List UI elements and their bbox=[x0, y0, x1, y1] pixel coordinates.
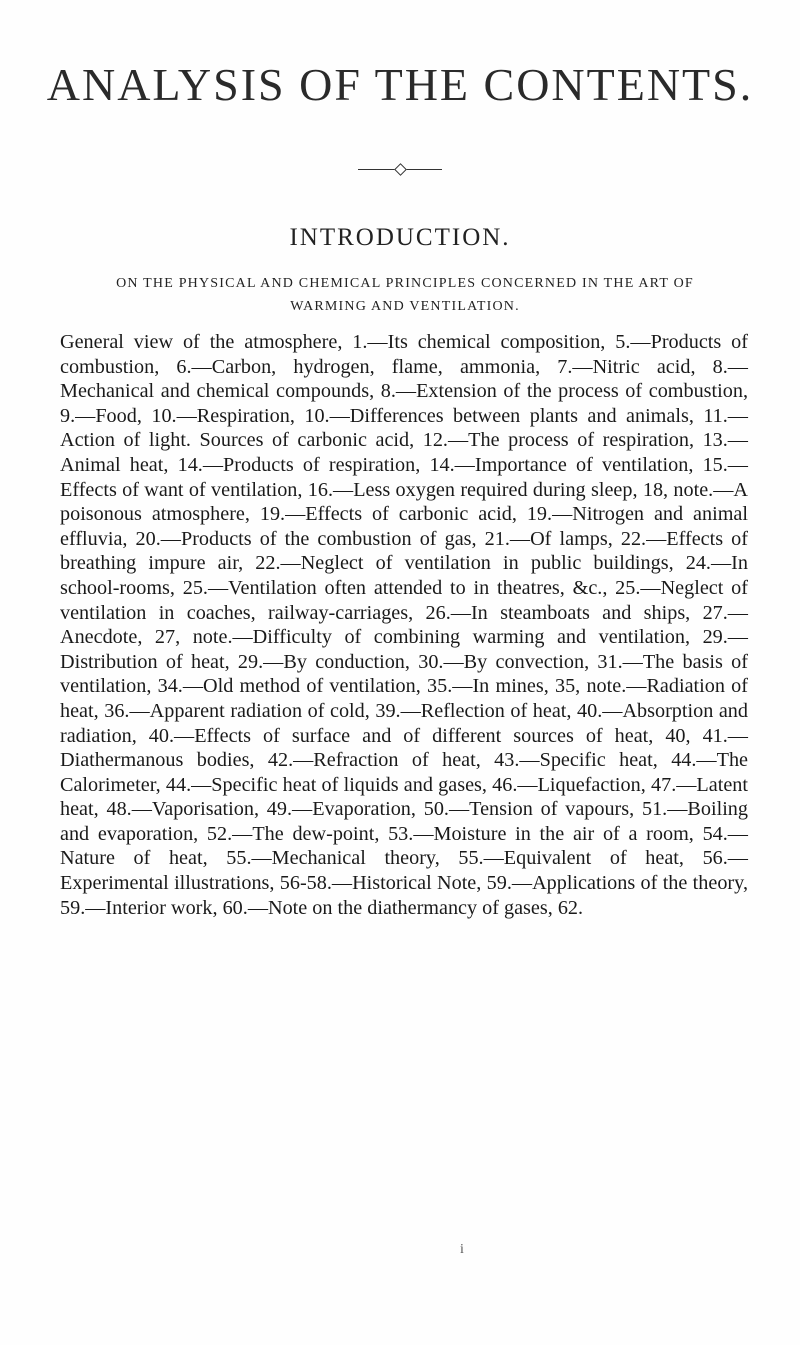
section-heading: INTRODUCTION. bbox=[289, 224, 511, 251]
divider-diamond-icon bbox=[394, 163, 407, 176]
section-subtitle-line-2: WARMING AND VENTILATION. bbox=[290, 299, 520, 314]
page-heading: ANALYSIS OF THE CONTENTS. bbox=[46, 59, 754, 110]
divider-ornament bbox=[358, 165, 442, 175]
contents-paragraph: General view of the atmosphere, 1.—Its chemical composition, 5.—Products of combustion, 6.—Carbon, hydrogen, flame, ammonia, 7.—Nitric acid, 8.—Mechanical and chemical compounds, 8.—Extension of the process of combustion, 9.—Food, 10.—Respiration, 10.—Differences between plants and animals, 11.—Action of light. Sources of carbonic acid, 12.—The process of respiration, 13.—Animal heat, 14.—Products of respiration, 14.—Importance of ventilation, 15.—Effects of want of ventilation, 16.—Less oxygen required during sleep, 18, note.—A poisonous atmosphere, 19.—Effects of carbonic acid, 19.—Nitrogen and animal effluvia, 20.—Products of the combustion of gas, 21.—Of lamps, 22.—Effects of breathing impure air, 22.—Neglect of ventilation in public buildings, 24.—In school-rooms, 25.—Ventilation often attended to in theatres, &c., 25.—Neglect of ventilation in coaches, railway-carriages, 26.—In steamboats and ships, 27.—Anecdote, 27, note.—Difficulty of combining warming and ventilation, 29.—Distribution of heat, 29.—By conduction, 30.—By convection, 31.—The basis of ventilation, 34.—Old method of ventilation, 35.—In mines, 35, note.—Radiation of heat, 36.—Apparent radiation of cold, 39.—Reflection of heat, 40.—Absorption and radiation, 40.—Effects of surface and of different sources of heat, 40, 41.—Diathermanous bodies, 42.—Refraction of heat, 43.—Specific heat, 44.—The Calorimeter, 44.—Specific heat of liquids and gases, 46.—Liquefaction, 47.—Latent heat, 48.—Vaporisation, 49.—Evaporation, 50.—Tension of vapours, 51.—Boiling and evaporation, 52.—The dew-point, 53.—Moisture in the air of a room, 54.—Nature of heat, 55.—Mechanical theory, 55.—Equivalent of heat, 56.—Experimental illustrations, 56-58.—Historical Note, 59.—Applications of the theory, 59.—Interior work, 60.—Note on the diathermancy of gases, 62. bbox=[60, 331, 748, 919]
page-footer-mark: i bbox=[460, 1242, 464, 1257]
section-subtitle-line-1: ON THE PHYSICAL AND CHEMICAL PRINCIPLES CONCERNED IN THE ART OF bbox=[116, 276, 694, 291]
